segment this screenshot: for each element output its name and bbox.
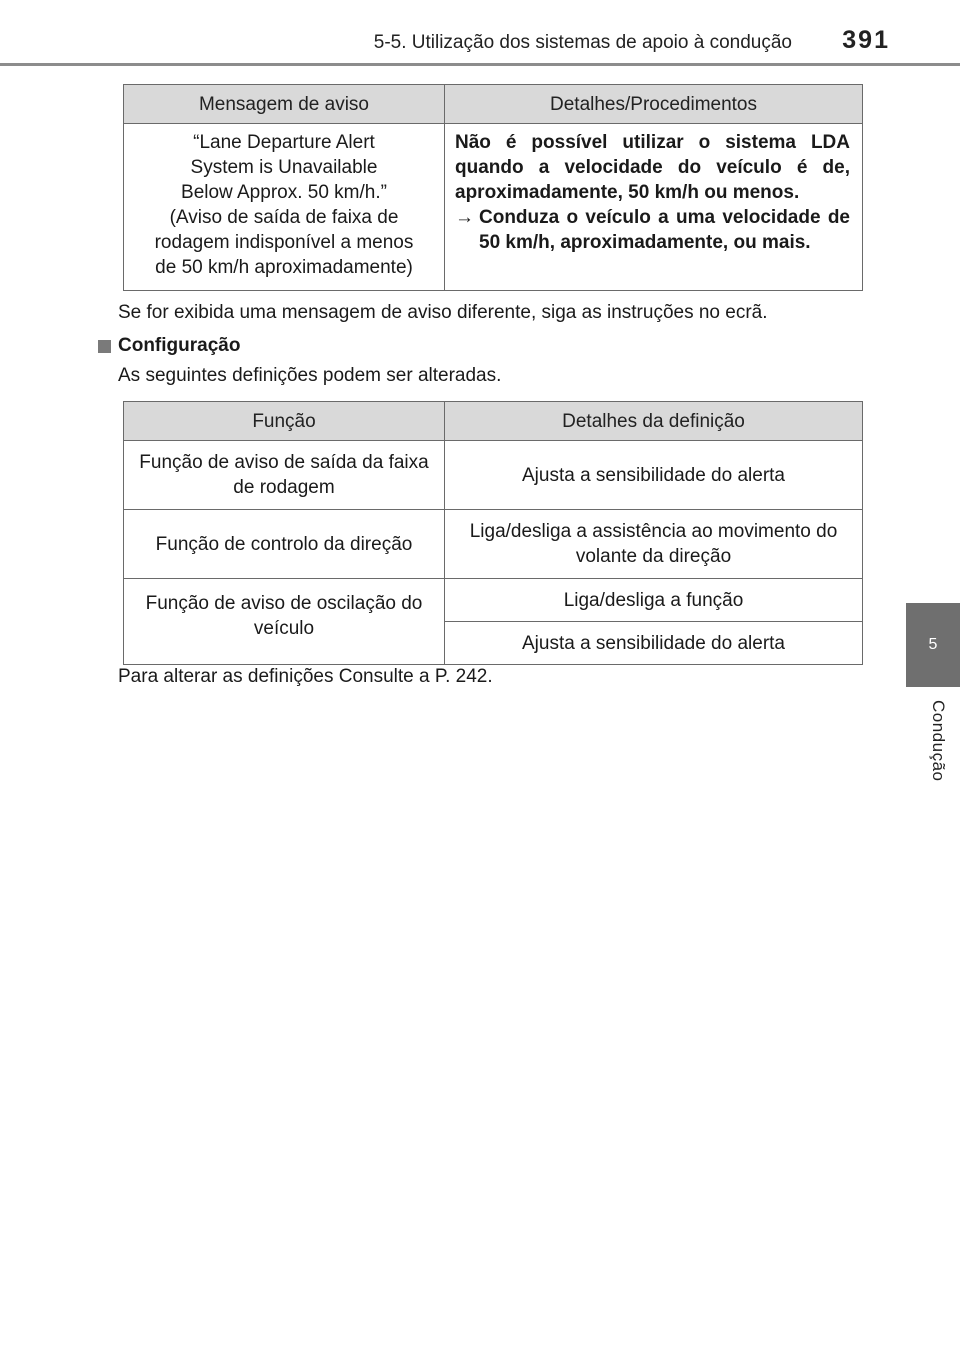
setting-detail-cell: Liga/desliga a assistência ao movimento do volante da direção [445, 510, 863, 579]
chapter-number: 5 [928, 636, 938, 653]
settings-note: Para alterar as definições Consulte a P. 242. [118, 666, 493, 687]
page-number: 391 [842, 26, 890, 54]
warning-message-cell [124, 124, 445, 291]
table-row [124, 441, 863, 510]
table-header-message: Mensagem de aviso [124, 85, 445, 124]
table-row [124, 510, 863, 579]
section-title-header: 5-5. Utilização dos sistemas de apoio à condução [373, 32, 792, 53]
table-row [124, 579, 863, 622]
message-line: de 50 km/h aproximadamente) [155, 257, 413, 278]
message-line: Below Approx. 50 km/h.” [181, 182, 387, 203]
section-heading-text: Configuração [118, 335, 241, 356]
message-line: System is Unavailable [190, 157, 378, 178]
detail-text: Não é possível utilizar o sistema LDA quando a velocidade do veículo é de, aproximadamente, 50 km/h ou menos. [455, 132, 850, 203]
function-cell: Função de aviso de oscilação do veículo [124, 579, 445, 665]
settings-table [123, 401, 863, 665]
chapter-tab[interactable] [906, 603, 960, 687]
square-bullet-icon [98, 340, 111, 353]
setting-detail-cell: Liga/desliga a função [445, 579, 863, 622]
section-heading [98, 335, 240, 357]
page-header [0, 0, 960, 68]
message-line: rodagem indisponível a menos [154, 232, 414, 253]
warning-message-table [123, 84, 863, 291]
arrow-right-icon: → [455, 207, 474, 228]
warning-note: Se for exibida uma mensagem de aviso diferente, siga as instruções no ecrã. [118, 302, 768, 323]
procedure-step [455, 205, 850, 255]
table-header-details: Detalhes/Procedimentos [445, 85, 863, 124]
setting-detail-cell: Ajusta a sensibilidade do alerta [445, 441, 863, 510]
table-row [124, 124, 863, 291]
function-cell: Função de aviso de saída da faixa de rodagem [124, 441, 445, 510]
function-cell: Função de controlo da direção [124, 510, 445, 579]
message-line: (Aviso de saída de faixa de [169, 207, 399, 228]
setting-detail-cell: Ajusta a sensibilidade do alerta [445, 622, 863, 665]
header-divider [0, 63, 960, 66]
message-line: “Lane Departure Alert [193, 132, 375, 153]
table-header-function: Função [124, 402, 445, 441]
section-intro: As seguintes definições podem ser alteradas. [118, 365, 502, 386]
chapter-label: Condução [929, 700, 948, 782]
procedure-text: Conduza o veículo a uma velocidade de 50 km/h, aproximadamente, ou mais. [479, 207, 850, 253]
table-header-setting-details: Detalhes da definição [445, 402, 863, 441]
warning-detail-cell [445, 124, 863, 291]
